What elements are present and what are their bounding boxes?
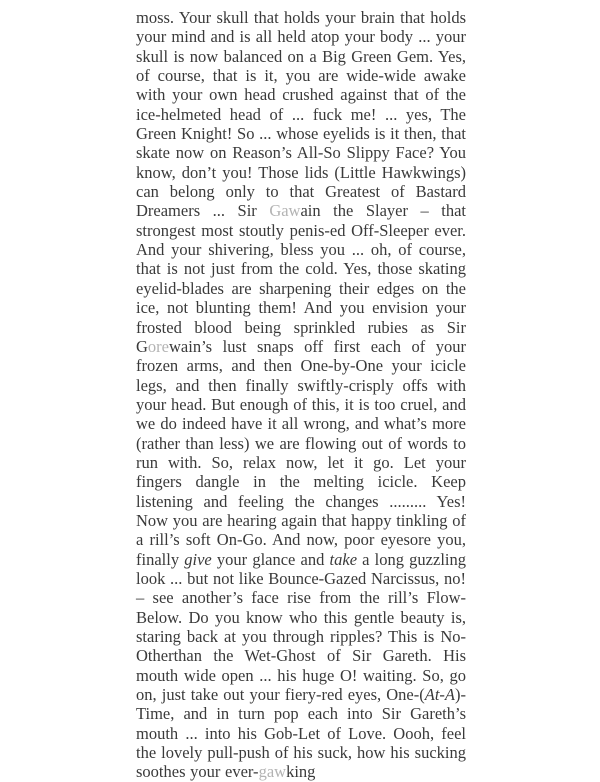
italic-text-run: At-A: [424, 685, 455, 705]
italic-text-run: give: [184, 549, 212, 569]
text-run: ain the Slayer – that strongest most stoutly penis-ed Off-Sleeper ever. And your shivering, bless you ... oh, of course, that is not just from the cold. Yes, those skating eyelid-blades are sharpening their edges on the ice, not blunting them! And you envision your frosted blood being sprinkled rubies as Sir G: [136, 201, 466, 356]
text-run: your glance and: [211, 549, 330, 569]
text-run: moss. Your skull that holds your brain that holds your mind and is all held atop your body ... your skull is now balanced on a Big Green Gem. Yes, of course, that is it, you are wide-wide awake with your own head crushed against that of the ice-helmeted head of ... fuck me! ... yes, The Green Knight! So ... whose eyelids is it then, that skate now on Reason’s All-So Slippy Face? You know, don’t you! Those lids (Little Hawkwings) can belong only to that Greatest of Bastard Dreamers ... Sir: [136, 8, 466, 221]
muted-text-run: ore: [147, 336, 169, 356]
italic-text-run: take: [329, 549, 358, 569]
body-paragraph: [136, 8, 466, 782]
muted-text-run: gaw: [258, 762, 287, 782]
text-run: wain’s lust snaps off first each of your frozen arms, and then One-by-One your icicle legs, and then finally swiftly-crisply offs with your head. But enough of this, it is too cruel, and we do indeed have it all wrong, and what’s more (rather than less) we are flowing out of words to run with. So, relax now, let it go. Let your fingers dangle in the melting icicle. Keep listening and feeling the changes ......... Yes! Now you are hearing again that happy tinkling of a rill’s soft On-Go. And now, poor eyesore you, finally: [136, 336, 466, 569]
muted-text-run: Gaw: [269, 201, 301, 221]
text-run: king: [286, 762, 316, 782]
text-run: )-Time, and in turn pop each into Sir Gareth’s mouth ... into his Gob-Let of Love. Oooh, feel the lovely pull-push of his suck, how his sucking soothes your ever-: [136, 685, 466, 782]
text-run: a long guzzling look ... but not like Bounce-Gazed Narcissus, no! – see another’s face rise from the rill’s Flow-Below. Do you know who this gentle beauty is, staring back at you through ripples? This is No-Otherthan the Wet-Ghost of Sir Gareth. His mouth wide open ... his huge O! waiting. So, go on, just take out your fiery-red eyes, One-(: [136, 549, 466, 705]
